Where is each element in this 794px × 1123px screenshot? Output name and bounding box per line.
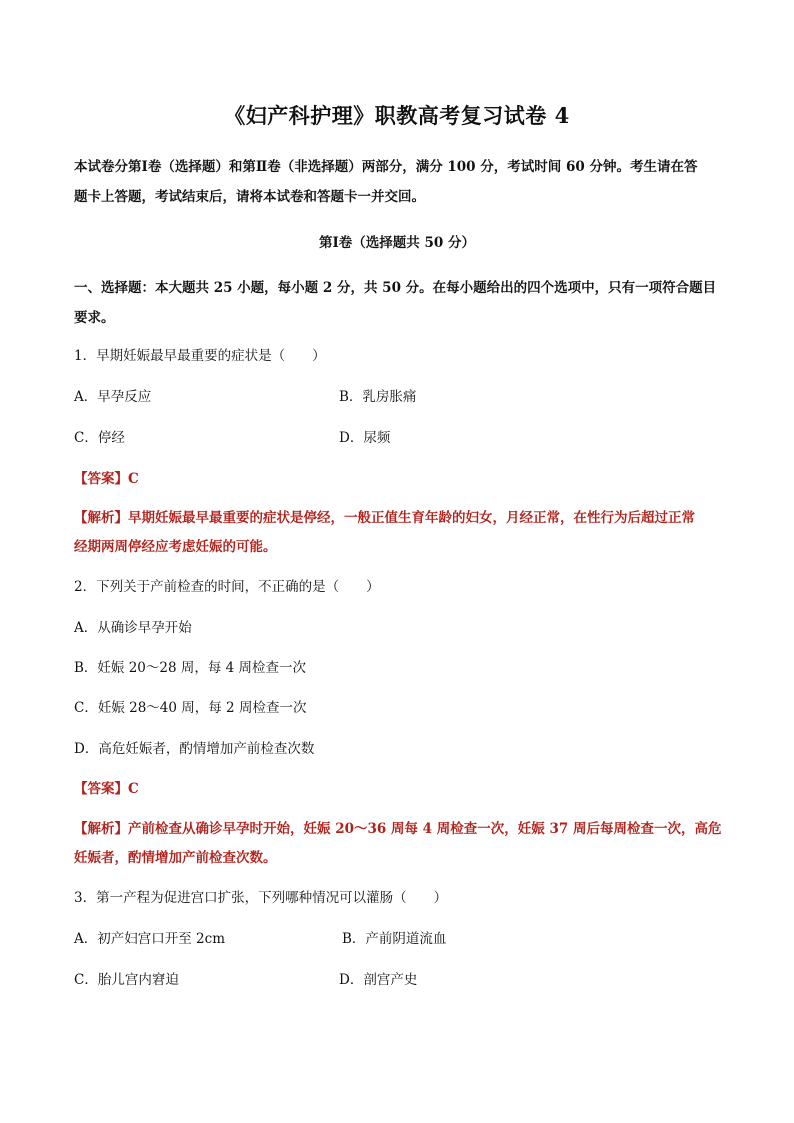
intro-line-2: 题卡上答题，考试结束后，请将本试卷和答题卡一并交回。 — [74, 189, 425, 205]
question-3-option-a: A．初产妇宫口开至 2cm — [74, 931, 225, 947]
question-1-stem: 1．早期妊娠最早最重要的症状是（ ） — [74, 348, 326, 364]
question-2-option-a: A．从确诊早孕开始 — [74, 620, 192, 636]
question-1-option-b: B．乳房胀痛 — [339, 389, 417, 405]
question-1-analysis-line-2: 经期两周停经应考虑妊娠的可能。 — [74, 539, 277, 555]
question-3-stem: 3．第一产程为促进宫口扩张，下列哪种情况可以灌肠（ ） — [74, 890, 448, 906]
question-1-option-a: A．早孕反应 — [74, 389, 152, 405]
question-3-option-b: B．产前阴道流血 — [342, 931, 447, 947]
question-2-answer: 【答案】C — [74, 781, 139, 797]
question-1-answer: 【答案】C — [74, 471, 139, 487]
instructions-line-2: 要求。 — [74, 310, 115, 326]
section-heading: 第Ⅰ卷（选择题共 50 分） — [318, 235, 475, 251]
question-1-option-c: C．停经 — [74, 430, 125, 446]
question-1-options-row-2 — [74, 429, 726, 447]
question-1-option-d: D．尿频 — [339, 430, 391, 446]
instructions-line-1: 一、选择题：本大题共 25 小题，每小题 2 分，共 50 分。在每小题给出的四个选项中，只有一项符合题目 — [74, 280, 717, 296]
question-3-options-row-1 — [74, 930, 726, 948]
question-3-options-row-2 — [74, 971, 726, 989]
question-2-option-c: C．妊娠 28～40 周，每 2 周检查一次 — [74, 700, 307, 716]
question-2-option-d: D．高危妊娠者，酌情增加产前检查次数 — [74, 741, 315, 757]
question-1-options-row-1 — [74, 388, 726, 406]
page-title: 《妇产科护理》职教高考复习试卷 4 — [224, 103, 570, 128]
question-2-stem: 2．下列关于产前检查的时间，不正确的是（ ） — [74, 579, 380, 595]
question-1-analysis-line-1: 【解析】早期妊娠最早最重要的症状是停经，一般正值生育年龄的妇女，月经正常，在性行为后超过正常 — [74, 510, 695, 526]
question-3-option-c: C．胎儿宫内窘迫 — [74, 972, 179, 988]
question-3-option-d: D．剖宫产史 — [339, 972, 418, 988]
intro-line-1: 本试卷分第Ⅰ卷（选择题）和第Ⅱ卷（非选择题）两部分，满分 100 分，考试时间 60 分钟。考生请在答 — [74, 159, 698, 175]
question-2-analysis-line-2: 妊娠者，酌情增加产前检查次数。 — [74, 850, 277, 866]
question-2-option-b: B．妊娠 20～28 周，每 4 周检查一次 — [74, 660, 307, 676]
question-2-analysis-line-1: 【解析】产前检查从确诊早孕时开始，妊娠 20～36 周每 4 周检查一次，妊娠 37 周后每周检查一次，高危 — [74, 821, 722, 837]
